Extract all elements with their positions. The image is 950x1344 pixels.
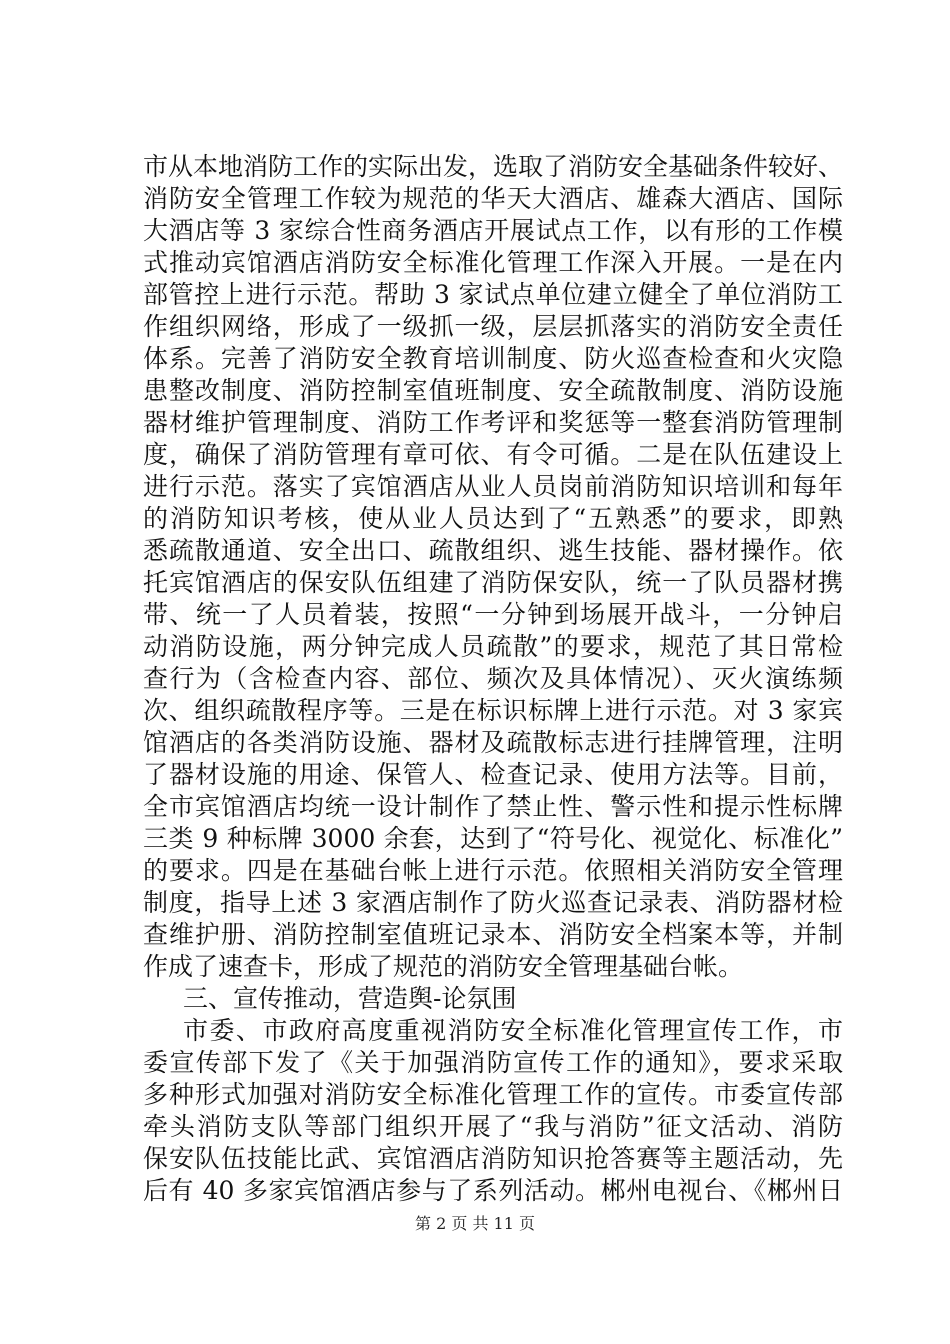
text-line: 动消防设施，两分钟完成人员疏散”的要求，规范了其日常检: [143, 632, 843, 661]
text-line: 进行示范。落实了宾馆酒店从业人员岗前消防知识培训和每年: [143, 472, 843, 501]
text-line: 查行为（含检查内容、部位、频次及具体情况）、灭火演练频: [143, 664, 843, 693]
text-line: 悉疏散通道、安全出口、疏散组织、逃生技能、器材操作。依: [143, 536, 843, 565]
text-line: 作成了速查卡，形成了规范的消防安全管理基础台帐。: [143, 952, 744, 981]
text-line: 市从本地消防工作的实际出发，选取了消防安全基础条件较好、: [143, 152, 844, 181]
text-line: 器材维护管理制度、消防工作考评和奖惩等一整套消防管理制: [143, 408, 843, 437]
text-line: 大酒店等 3 家综合性商务酒店开展试点工作，以有形的工作模: [143, 216, 843, 245]
text-line: 次、组织疏散程序等。三是在标识标牌上进行示范。对 3 家宾: [143, 696, 843, 725]
text-line: 的要求。四是在基础台帐上进行示范。依照相关消防安全管理: [143, 856, 843, 885]
text-line: 全市宾馆酒店均统一设计制作了禁止性、警示性和提示性标牌: [143, 792, 843, 821]
text-line: 部管控上进行示范。帮助 3 家试点单位建立健全了单位消防工: [143, 280, 843, 309]
text-line: 委宣传部下发了《关于加强消防宣传工作的通知》，要求采取: [143, 1048, 843, 1077]
text-line: 查维护册、消防控制室值班记录本、消防安全档案本等，并制: [143, 920, 843, 949]
text-line: 作组织网络，形成了一级抓一级，层层抓落实的消防安全责任: [143, 312, 843, 341]
text-line: 体系。完善了消防安全教育培训制度、防火巡查检查和火灾隐: [143, 344, 843, 373]
text-line: 的消防知识考核，使从业人员达到了“五熟悉”的要求，即熟: [143, 504, 843, 533]
text-line: 度，确保了消防管理有章可依、有令可循。二是在队伍建设上: [143, 440, 843, 469]
text-line: 消防安全管理工作较为规范的华天大酒店、雄森大酒店、国际: [143, 184, 843, 213]
text-line: 托宾馆酒店的保安队伍组建了消防保安队，统一了队员器材携: [143, 568, 843, 597]
text-line: 馆酒店的各类消防设施、器材及疏散标志进行挂牌管理，注明: [143, 728, 843, 757]
text-line: 式推动宾馆酒店消防安全标准化管理工作深入开展。一是在内: [143, 248, 843, 277]
text-line: 保安队伍技能比武、宾馆酒店消防知识抢答赛等主题活动，先: [143, 1144, 843, 1173]
text-line: 三类 9 种标牌 3000 余套，达到了“符号化、视觉化、标准化”: [143, 824, 843, 853]
section-heading: 三、宣传推动，营造舆-论氛围: [183, 984, 517, 1013]
text-line: 牵头消防支队等部门组织开展了“我与消防”征文活动、消防: [143, 1112, 843, 1141]
text-line: 后有 40 多家宾馆酒店参与了系列活动。郴州电视台、《郴州日: [143, 1176, 843, 1205]
text-line: 了器材设施的用途、保管人、检查记录、使用方法等。目前，: [143, 760, 843, 789]
body-text: [143, 151, 843, 1207]
text-line: 多种形式加强对消防安全标准化管理工作的宣传。市委宣传部: [143, 1080, 843, 1109]
text-line: 制度，指导上述 3 家酒店制作了防火巡查记录表、消防器材检: [143, 888, 843, 917]
text-line: 市委、市政府高度重视消防安全标准化管理宣传工作，市: [183, 1016, 843, 1045]
page-footer: 第 2 页 共 11 页: [415, 1214, 535, 1233]
text-line: 带、统一了人员着装，按照“一分钟到场展开战斗，一分钟启: [143, 600, 843, 629]
text-line: 患整改制度、消防控制室值班制度、安全疏散制度、消防设施: [143, 376, 843, 405]
